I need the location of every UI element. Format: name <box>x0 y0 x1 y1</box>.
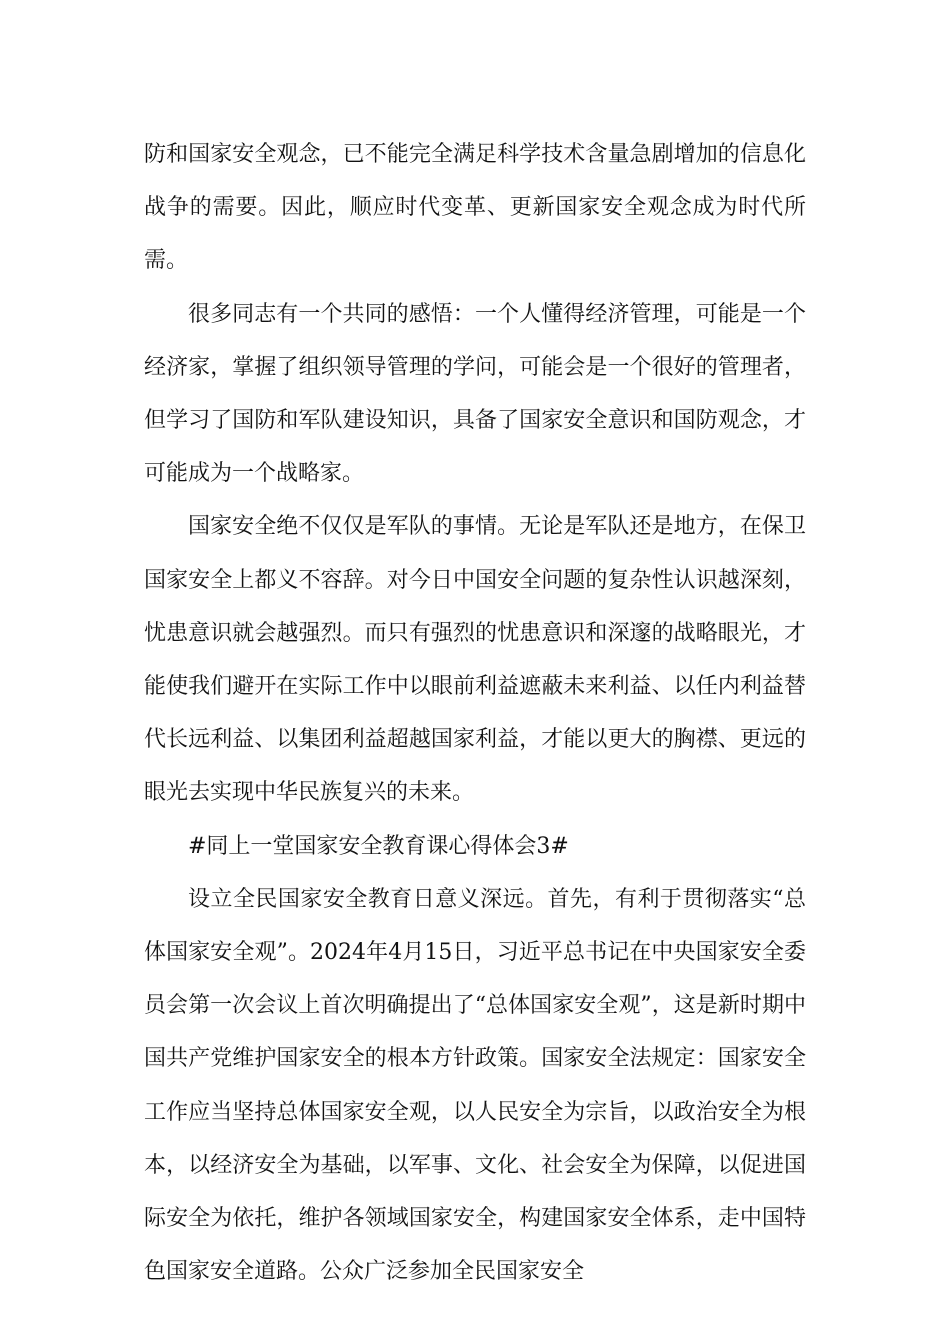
paragraph-4: 设立全民国家安全教育日意义深远。首先，有利于贯彻落实“总体国家安全观”。2024年4月15日，习近平总书记在中央国家安全委员会第一次会议上首次明确提出了“总体国家安全观”，这是新时期中国共产党维护国家安全的根本方针政策。国家安全法规定：国家安全工作应当坚持总体国家安全观，以人民安全为宗旨，以政治安全为根本，以经济安全为基础，以军事、文化、社会安全为保障，以促进国际安全为依托，维护各领域国家安全，构建国家安全体系，走中国特色国家安全道路。公众广泛参加全民国家安全 <box>144 886 806 1285</box>
document-body <box>144 128 806 1298</box>
paragraph-2: 很多同志有一个共同的感悟：一个人懂得经济管理，可能是一个经济家，掌握了组织领导管理的学问，可能会是一个很好的管理者，但学习了国防和军队建设知识，具备了国家安全意识和国防观念，才可能成为一个战略家。 <box>144 301 806 487</box>
paragraph-1: 防和国家安全观念，已不能完全满足科学技术含量急剧增加的信息化战争的需要。因此，顺应时代变革、更新国家安全观念成为时代所需。 <box>144 142 806 274</box>
paragraph-3: 国家安全绝不仅仅是军队的事情。无论是军队还是地方，在保卫国家安全上都义不容辞。对今日中国安全问题的复杂性认识越深刻，忧患意识就会越强烈。而只有强烈的忧患意识和深邃的战略眼光，才能使我们避开在实际工作中以眼前利益遮蔽未来利益、以任内利益替代长远利益、以集团利益超越国家利益，才能以更大的胸襟、更远的眼光去实现中华民族复兴的未来。 <box>144 514 806 806</box>
section-heading: #同上一堂国家安全教育课心得体会3# <box>188 833 569 859</box>
